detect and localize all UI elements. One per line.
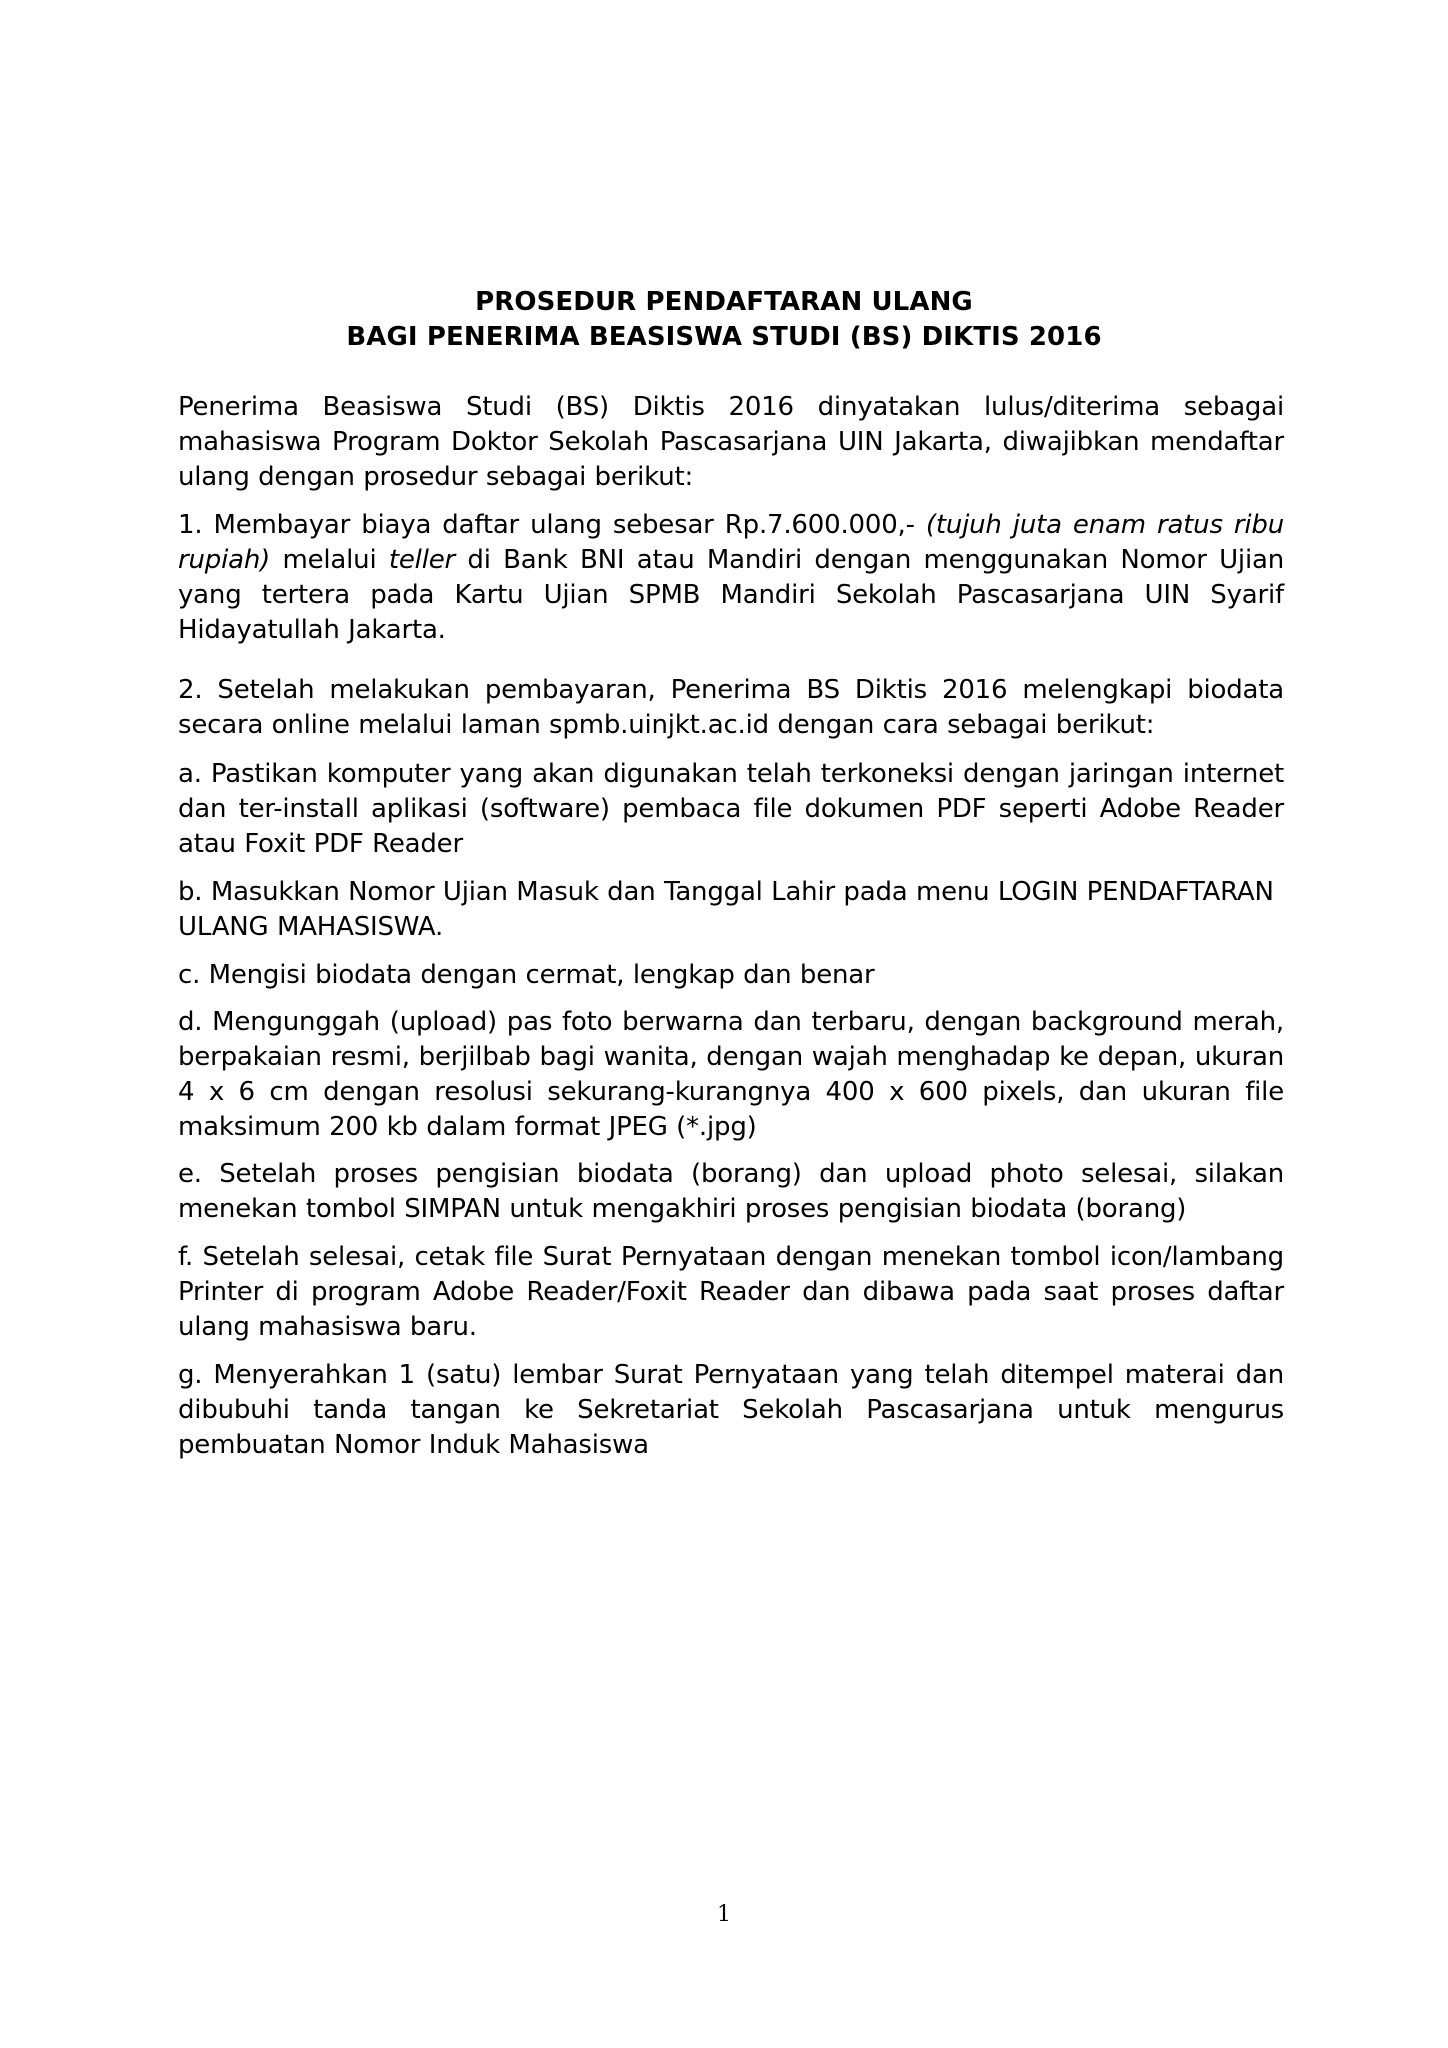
sub-step-c: c. Mengisi biodata dengan cermat, lengkap dan benar bbox=[178, 960, 875, 990]
sub-step-d: d. Mengunggah (upload) pas foto berwarna dan terbaru, dengan background merah, berpakaian resmi, berjilbab bagi wanita, dengan wajah menghadap ke depan, ukuran 4 x 6 cm dengan resolusi sekurang-kurangnya 400 x 600 pixels, dan ukuran file maksimum 200 kb dalam format JPEG (*.jpg) bbox=[178, 1007, 1284, 1142]
document-title-line1: PROSEDUR PENDAFTARAN ULANG bbox=[475, 287, 973, 317]
sub-step-e: e. Setelah proses pengisian biodata (borang) dan upload photo selesai, silakan menekan tombol SIMPAN untuk mengakhiri proses pengisian biodata (borang) bbox=[178, 1159, 1284, 1224]
item1-italic-amount-words: (tujuh juta enam ratus ribu rupiah) bbox=[178, 510, 1284, 575]
item1-text-part3: di Bank BNI atau Mandiri dengan menggunakan Nomor Ujian yang tertera pada Kartu Ujian SPMB Mandiri Sekolah Pascasarjana UIN Syarif Hidayatullah Jakarta. bbox=[178, 545, 1284, 645]
sub-step-b: b. Masukkan Nomor Ujian Masuk dan Tanggal Lahir pada menu LOGIN PENDAFTARAN ULANG MAHASISWA. bbox=[178, 877, 1274, 942]
sub-step-g: g. Menyerahkan 1 (satu) lembar Surat Pernyataan yang telah ditempel materai dan dibubuhi tanda tangan ke Sekretariat Sekolah Pascasarjana untuk mengurus pembuatan Nomor Induk Mahasiswa bbox=[178, 1360, 1284, 1460]
procedure-item-1 bbox=[178, 508, 1284, 648]
sub-step-a: a. Pastikan komputer yang akan digunakan telah terkoneksi dengan jaringan internet dan ter-install aplikasi (software) pembaca file dokumen PDF seperti Adobe Reader atau Foxit PDF Reader bbox=[178, 759, 1284, 859]
page-number: 1 bbox=[717, 1902, 731, 1927]
item1-italic-teller: teller bbox=[388, 545, 455, 575]
item1-text-part2: melalui bbox=[270, 545, 389, 575]
procedure-item-2: 2. Setelah melakukan pembayaran, Penerima BS Diktis 2016 melengkapi biodata secara online melalui laman spmb.uinjkt.ac.id dengan cara sebagai berikut: bbox=[178, 675, 1284, 740]
document-title-line2: BAGI PENERIMA BEASISWA STUDI (BS) DIKTIS 2016 bbox=[346, 322, 1102, 352]
item1-text-part1: 1. Membayar biaya daftar ulang sebesar Rp.7.600.000,- bbox=[178, 510, 926, 540]
sub-step-f: f. Setelah selesai, cetak file Surat Pernyataan dengan menekan tombol icon/lambang Printer di program Adobe Reader/Foxit Reader dan dibawa pada saat proses daftar ulang mahasiswa baru. bbox=[178, 1242, 1284, 1342]
intro-paragraph: Penerima Beasiswa Studi (BS) Diktis 2016 dinyatakan lulus/diterima sebagai mahasiswa Program Doktor Sekolah Pascasarjana UIN Jakarta, diwajibkan mendaftar ulang dengan prosedur sebagai berikut: bbox=[178, 392, 1284, 492]
